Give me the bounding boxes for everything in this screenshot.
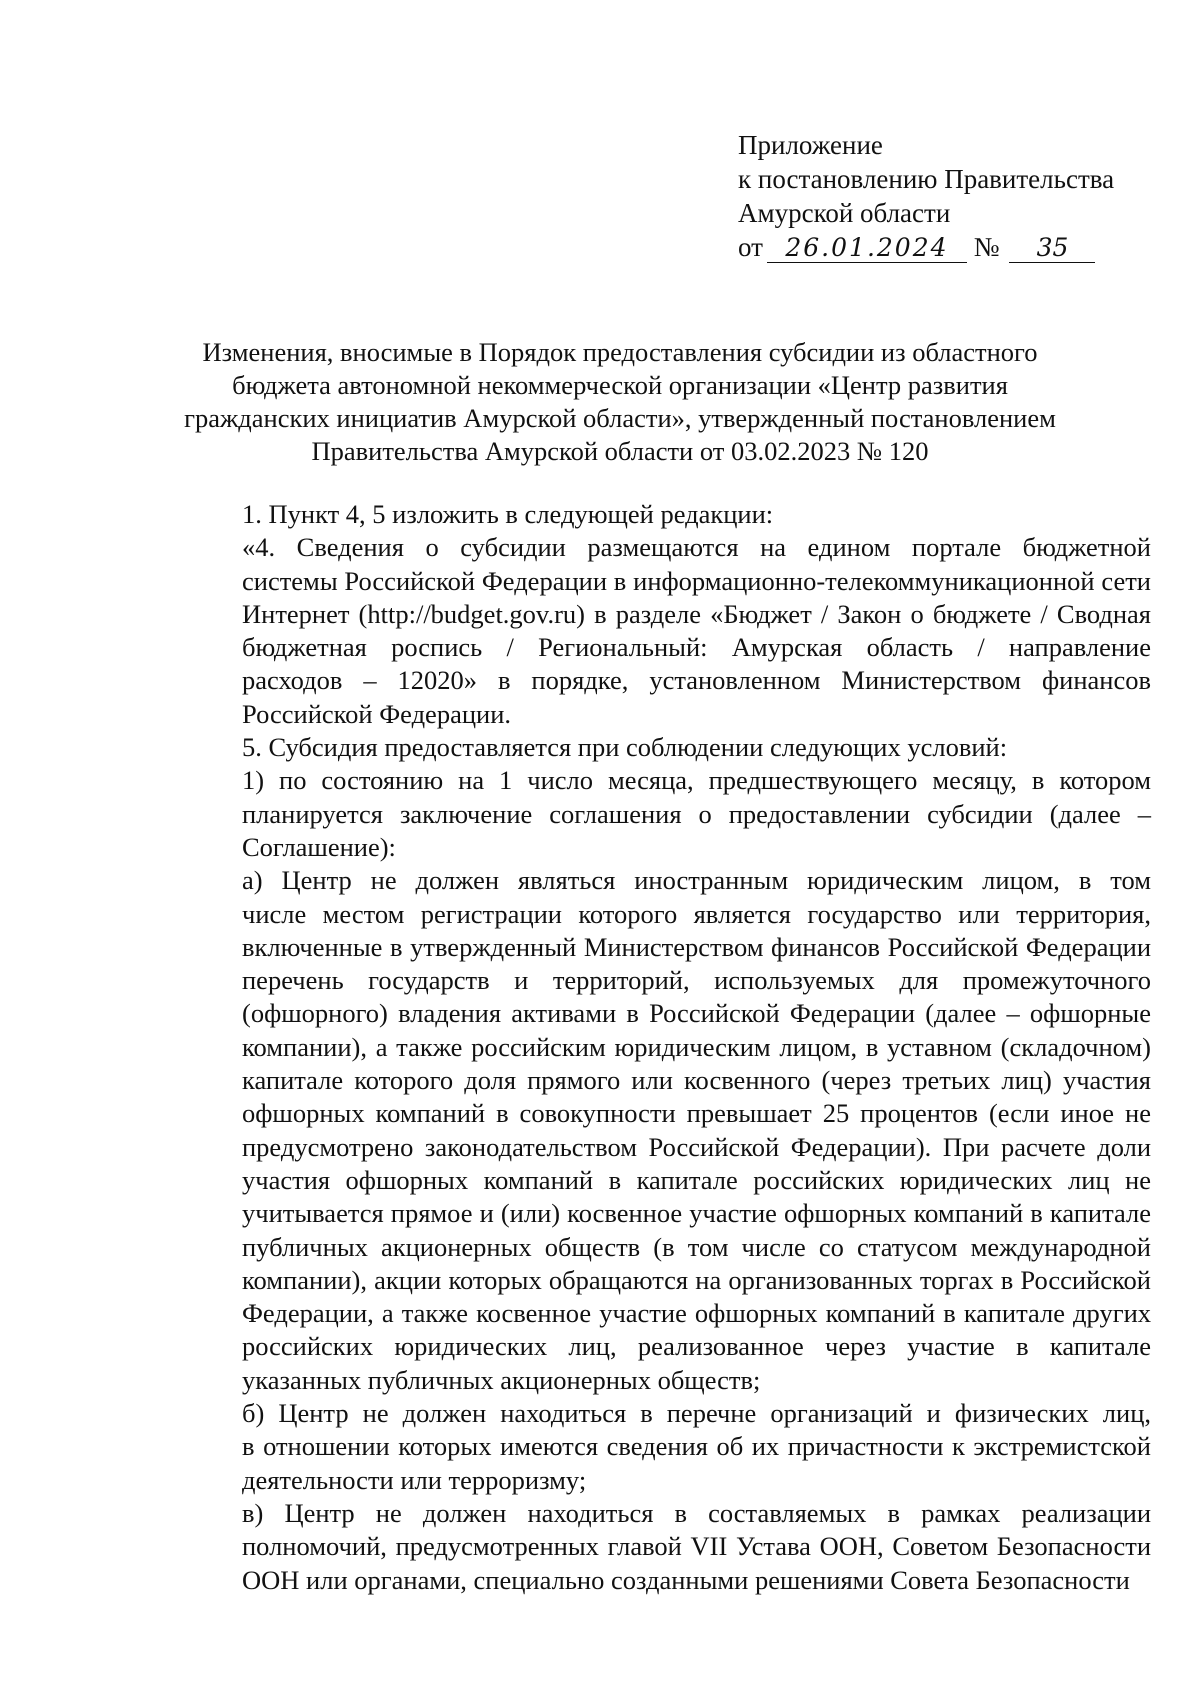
text-line: планируется заключение соглашения о предоставлении субсидии (далее –: [242, 798, 1151, 829]
document-body: [171, 498, 1151, 1597]
text-line: компании), акции которых обращаются на организованных торгах в Российской: [242, 1264, 1151, 1295]
text-line: офшорных компаний в совокупности превышает 25 процентов (если иное не: [242, 1098, 1151, 1129]
text-line: в) Центр не должен находиться в составляемых в рамках реализации: [242, 1497, 1151, 1528]
text-line: (офшорного) владения активами в Российской Федерации (далее – офшорные: [242, 998, 1151, 1029]
paragraph-5: [171, 864, 1151, 1397]
text-line: а) Центр не должен являться иностранным юридическим лицом, в том: [242, 865, 1151, 896]
text-line: участия офшорных компаний в капитале российских юридических лиц не: [242, 1164, 1151, 1195]
paragraph-7: [171, 1497, 1151, 1597]
annex-date-line: [738, 230, 1114, 264]
text-line: публичных акционерных обществ (в том числе со статусом международной: [242, 1231, 1151, 1262]
text-line: указанных публичных акционерных обществ;: [242, 1364, 761, 1395]
text-line: Интернет (http://budget.gov.ru) в разделе «Бюджет / Закон о бюджете / Сводная: [242, 598, 1151, 629]
annex-reference: к постановлению Правительства: [738, 164, 1115, 194]
paragraph-3: [171, 731, 1151, 764]
annex-region: Амурской области: [738, 198, 951, 228]
text-line: компании), а также российским юридическим лицом, в уставном (складочном): [242, 1031, 1151, 1062]
text-line: 1) по состоянию на 1 число месяца, предшествующего месяцу, в котором: [242, 765, 1151, 796]
title-line: гражданских инициатив Амурской области», утвержденный постановлением: [184, 403, 1056, 433]
text-line: предусмотрено законодательством Российской Федерации). При расчете доли: [242, 1131, 1151, 1162]
annex-header: [738, 128, 1114, 264]
text-line: ООН или органами, специально созданными решениями Совета Безопасности: [242, 1564, 1130, 1595]
text-line: включенные в утвержденный Министерством финансов Российской Федерации: [242, 931, 1151, 962]
paragraph-1: [171, 498, 1151, 531]
text-line: учитывается прямое и (или) косвенное участие офшорных компаний в капитале: [242, 1198, 1151, 1229]
title-line: Правительства Амурской области от 03.02.2023 № 120: [311, 436, 929, 466]
text-line: б) Центр не должен находиться в перечне организаций и физических лиц,: [242, 1398, 1151, 1429]
handwritten-number: 35: [1009, 234, 1095, 263]
text-line: Федерации, а также косвенное участие офшорных компаний в капитале других: [242, 1298, 1151, 1329]
title-line: бюджета автономной некоммерческой организации «Центр развития: [232, 370, 1008, 400]
annex-title: Приложение: [738, 130, 883, 160]
text-line: расходов – 12020» в порядке, установленном Министерством финансов: [242, 665, 1151, 696]
paragraph-4: [171, 764, 1151, 864]
paragraph-2: [171, 531, 1151, 731]
text-line: 5. Субсидия предоставляется при соблюдении следующих условий:: [242, 732, 1008, 763]
text-line: 1. Пункт 4, 5 изложить в следующей редакции:: [242, 499, 774, 529]
text-line: системы Российской Федерации в информационно-телекоммуникационной сети: [242, 565, 1151, 596]
document-title: [170, 336, 1070, 468]
text-line: Соглашение):: [242, 831, 396, 862]
text-line: деятельности или терроризму;: [242, 1464, 587, 1495]
number-sign: №: [973, 232, 1000, 262]
date-prefix: от: [738, 232, 763, 262]
text-line: бюджетная роспись / Региональный: Амурская область / направление: [242, 632, 1151, 663]
text-line: в отношении которых имеются сведения об их причастности к экстремистской: [242, 1431, 1151, 1462]
handwritten-date: 26.01.2024: [767, 234, 967, 263]
text-line: российских юридических лиц, реализованное через участие в капитале: [242, 1331, 1151, 1362]
text-line: полномочий, предусмотренных главой VII Устава ООН, Советом Безопасности: [242, 1531, 1151, 1562]
title-line: Изменения, вносимые в Порядок предоставления субсидии из областного: [202, 337, 1038, 367]
paragraph-6: [171, 1397, 1151, 1497]
text-line: числе местом регистрации которого является государство или территория,: [242, 898, 1151, 929]
text-line: перечень государств и территорий, используемых для промежуточного: [242, 965, 1151, 996]
text-line: Российской Федерации.: [242, 698, 511, 729]
text-line: «4. Сведения о субсидии размещаются на едином портале бюджетной: [242, 532, 1151, 563]
text-line: капитале которого доля прямого или косвенного (через третьих лиц) участия: [242, 1065, 1151, 1096]
